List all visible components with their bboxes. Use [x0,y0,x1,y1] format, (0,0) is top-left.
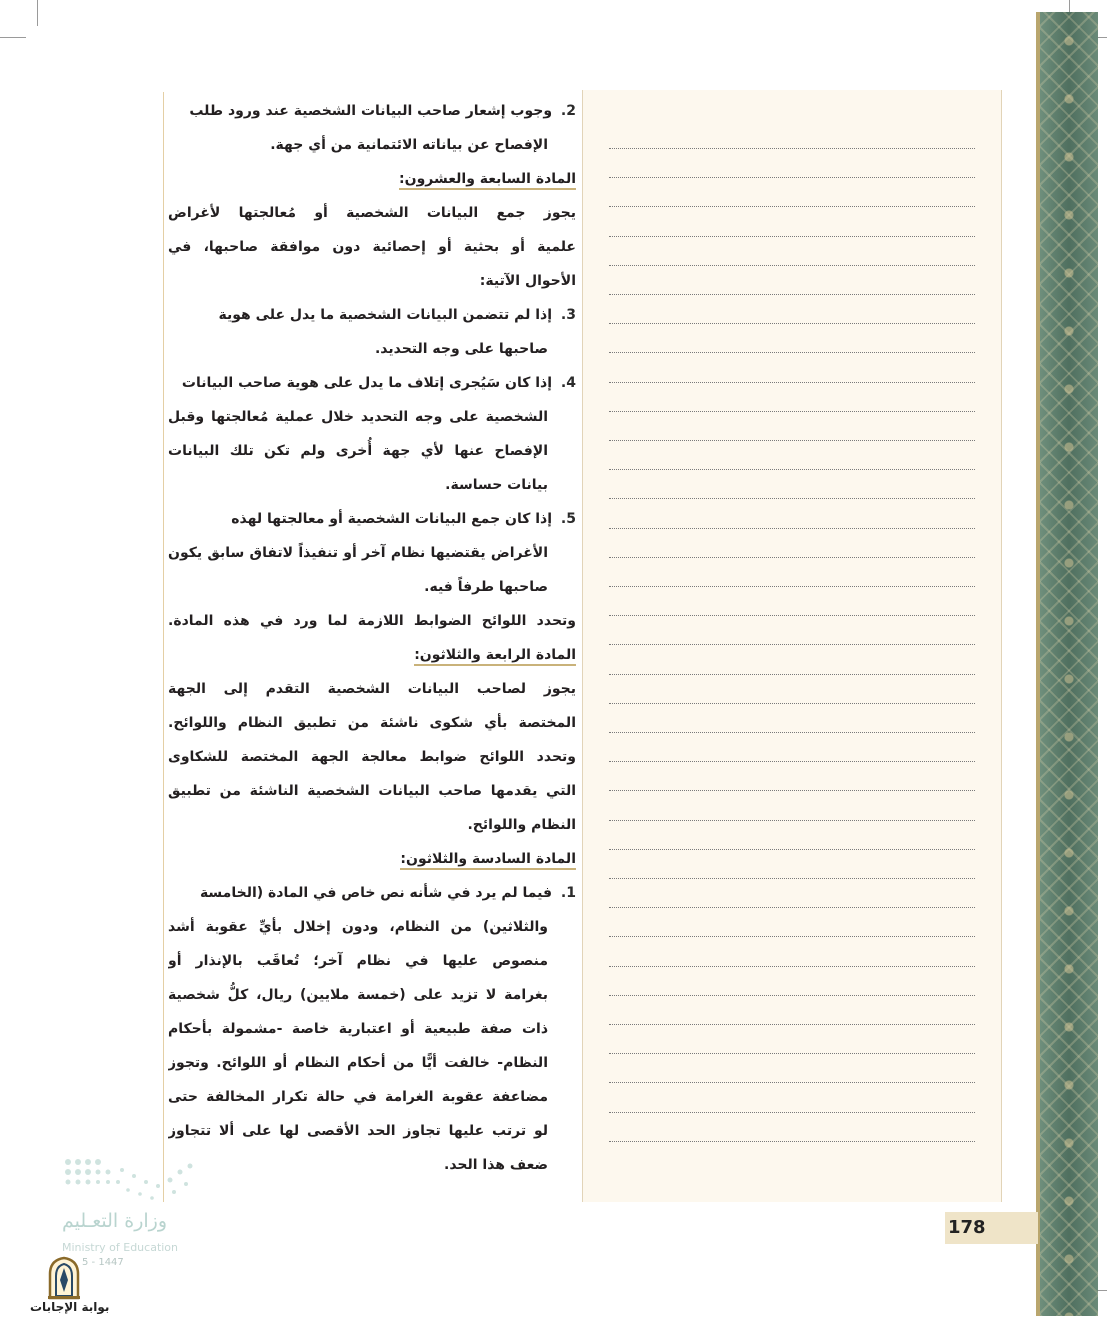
line-text: وتحدد اللوائح الضوابط اللازمة لما ورد في هذه المادة. [168,613,576,629]
note-writing-line[interactable] [609,206,975,207]
note-writing-line[interactable] [609,411,975,412]
line-text: يجوز جمع البيانات الشخصية أو مُعالجتها لأغراض [168,205,576,221]
line-text: منصوص عليها في نظام آخر؛ تُعاقَب بالإنذار أو [168,953,548,969]
line-text: علمية أو بحثية أو إحصائية دون موافقة صاحبها، في [168,239,576,255]
text-line [168,910,548,944]
line-text: فيما لم يرد في شأنه نص خاص في المادة (الخامسة [199,885,553,901]
line-text: النظام واللوائح. [467,817,576,833]
note-writing-line[interactable] [609,732,975,733]
text-line [168,94,576,128]
note-writing-line[interactable] [609,1024,975,1025]
line-text: بيانات حساسة. [445,477,548,493]
text-line [168,604,576,638]
line-text: الأحوال الآتية: [479,273,576,289]
note-writing-line[interactable] [609,557,975,558]
text-line [168,1080,548,1114]
line-text: الإفصاح عنها لأي جهة أُخرى ولم تكن تلك البيانات [168,443,548,459]
note-writing-line[interactable] [609,820,975,821]
answers-gate-logo-icon [44,1256,84,1300]
line-text: ضعف هذا الحد. [444,1157,548,1173]
line-text: صاحبها طرفاً فيه. [424,579,548,595]
line-text: إذا كان سَيُجرى إتلاف ما يدل على هوية صاحب البيانات [181,375,553,391]
list-number: 5. [560,511,576,527]
text-line [168,672,576,706]
decorative-pattern-strip [1040,12,1098,1316]
line-text: صاحبها على وجه التحديد. [374,341,548,357]
note-writing-line[interactable] [609,907,975,908]
text-line [168,706,576,740]
line-text: وجوب إشعار صاحب البيانات الشخصية عند ورود طلب [189,103,553,119]
list-number: 3. [560,307,576,323]
notes-column [582,90,1002,1202]
ministry-year: 5 - 1447 [82,1257,124,1268]
note-writing-line[interactable] [609,440,975,441]
text-line [168,876,576,910]
answers-gate-label: بوابة الإجابات [30,1300,110,1314]
line-text: والثلاثين) من النظام، ودون إخلال بأيِّ عقوبة أشد [168,919,548,935]
note-writing-line[interactable] [609,382,975,383]
note-writing-line[interactable] [609,236,975,237]
line-text: إذا لم تتضمن البيانات الشخصية ما يدل على هوية [218,307,553,323]
note-writing-line[interactable] [609,323,975,324]
text-line [168,740,576,774]
note-writing-line[interactable] [609,528,975,529]
list-number: 4. [560,375,576,391]
line-text: لو ترتب عليها تجاوز الحد الأقصى لها على ألا تتجاوز [168,1123,548,1139]
line-text: بغرامة لا تزيد على (خمسة ملايين) ريال، كلُّ شخصية [168,987,548,1003]
line-text: الشخصية على وجه التحديد خلال عملية مُعالجتها وقبل [168,409,548,425]
text-line [168,230,576,264]
ministry-logo-dots-icon [62,1156,202,1204]
note-writing-line[interactable] [609,966,975,967]
article-heading [168,842,576,876]
text-line [168,944,548,978]
text-line [168,468,548,502]
line-text: النظام- خالفت أيًّا من أحكام النظام أو اللوائح. وتجوز [168,1055,548,1071]
text-line [168,502,576,536]
note-writing-line[interactable] [609,761,975,762]
text-line [168,196,576,230]
crop-mark-left-top [0,37,26,38]
note-writing-line[interactable] [609,936,975,937]
law-text-column [168,94,576,1182]
note-writing-line[interactable] [609,469,975,470]
line-text: يجوز لصاحب البيانات الشخصية التقدم إلى الجهة [168,681,576,697]
text-line [168,1114,548,1148]
note-writing-line[interactable] [609,294,975,295]
note-writing-line[interactable] [609,995,975,996]
article-heading [168,638,576,672]
note-writing-line[interactable] [609,849,975,850]
note-writing-line[interactable] [609,148,975,149]
note-writing-line[interactable] [609,1053,975,1054]
text-line [168,366,576,400]
note-writing-line[interactable] [609,1112,975,1113]
line-text: مضاعفة عقوبة الغرامة في حالة تكرار المخالفة حتى [168,1089,548,1105]
article-heading-text: المادة السادسة والثلاثون: [400,851,576,870]
text-line [168,570,548,604]
list-number: 2. [560,103,576,119]
text-line [168,1148,548,1182]
line-text: الإفصاح عن بياناته الائتمانية من أي جهة. [270,137,548,153]
text-line [168,774,576,808]
note-writing-line[interactable] [609,790,975,791]
line-text: إذا كان جمع البيانات الشخصية أو معالجتها لهذه [231,511,553,527]
note-writing-line[interactable] [609,498,975,499]
page-number: 178 [948,1217,986,1238]
note-writing-line[interactable] [609,1082,975,1083]
crop-mark-top-left [37,0,38,26]
text-line [168,434,548,468]
line-text: الأغراض يقتضيها نظام آخر أو تنفيذاً لاتفاق سابق يكون [168,545,548,561]
list-number: 1. [560,885,576,901]
line-text: التي يقدمها صاحب البيانات الشخصية الناشئة من تطبيق [168,783,576,799]
line-text: المختصة بأي شكوى ناشئة من تطبيق النظام واللوائح. [168,715,576,731]
note-writing-line[interactable] [609,1141,975,1142]
note-writing-line[interactable] [609,352,975,353]
column-divider [163,92,164,1202]
article-heading-text: المادة الرابعة والثلاثون: [414,647,576,666]
note-writing-line[interactable] [609,586,975,587]
text-line [168,264,576,298]
text-line [168,536,548,570]
text-line [168,978,548,1012]
line-text: ذات صفة طبيعية أو اعتبارية خاصة -مشمولة بأحكام [168,1021,548,1037]
note-writing-line[interactable] [609,703,975,704]
note-writing-line[interactable] [609,644,975,645]
text-line [168,298,576,332]
text-line [168,1012,548,1046]
note-writing-line[interactable] [609,674,975,675]
text-line [168,332,548,366]
note-writing-line[interactable] [609,177,975,178]
text-line [168,1046,548,1080]
note-writing-line[interactable] [609,615,975,616]
ministry-name-arabic: وزارة التعـليم [62,1210,168,1232]
article-heading [168,162,576,196]
ministry-name-english: Ministry of Education [62,1241,179,1254]
note-writing-line[interactable] [609,878,975,879]
text-line [168,128,548,162]
text-line [168,808,576,842]
note-writing-line[interactable] [609,265,975,266]
text-line [168,400,548,434]
line-text: وتحدد اللوائح ضوابط معالجة الجهة المختصة للشكاوى [168,749,576,765]
article-heading-text: المادة السابعة والعشرون: [399,171,576,190]
